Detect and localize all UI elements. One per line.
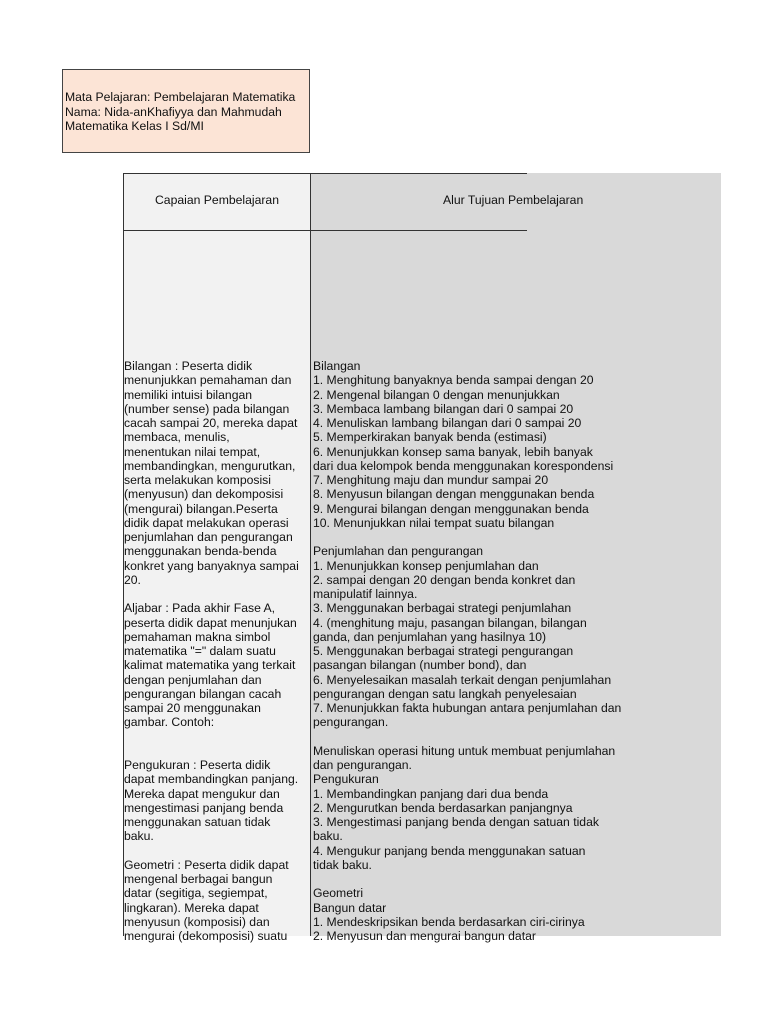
cp-text-line: didik dapat melakukan operasi xyxy=(124,515,289,530)
cp-text-line xyxy=(124,844,310,858)
cp-text-line: sampai 20 menggunakan xyxy=(124,701,261,715)
cp-text-line: matematika "=" dalam suatu xyxy=(124,644,276,658)
atp-text-line: dan pengurangan. xyxy=(313,758,412,772)
subject-line: Mata Pelajaran: Pembelajaran Matematika xyxy=(65,90,296,104)
atp-text-line: 4. Menuliskan lambang bilangan dari 0 sampai 20 xyxy=(313,416,582,430)
atp-text-line: Bilangan xyxy=(313,359,361,373)
atp-text-line: 1. Mendeskripsikan benda berdasarkan ciri-cirinya xyxy=(313,914,585,929)
table-top-border xyxy=(123,173,527,174)
cp-text-line: dapat membandingkan panjang. xyxy=(124,772,299,787)
cp-text-line: mengestimasi panjang benda xyxy=(124,800,284,815)
atp-text-line: baku. xyxy=(313,829,343,844)
atp-text-line: ganda, dan penjumlahan yang hasilnya 10) xyxy=(313,629,547,644)
atp-text-line: 5. Memperkirakan banyak benda (estimasi) xyxy=(313,430,547,445)
cp-text-line: (number sense) pada bilangan xyxy=(124,401,290,416)
learning-table xyxy=(123,173,622,943)
cp-text-line: Pengukuran : Peserta didik xyxy=(124,758,271,772)
atp-text-line: dari dua kelompok benda menggunakan korespondensi xyxy=(313,458,614,473)
alur-tujuan-pembelajaran-cell xyxy=(313,359,622,943)
cp-text-line: dengan penjumlahan dan xyxy=(124,672,262,687)
atp-text-line: Penjumlahan dan pengurangan xyxy=(313,544,484,559)
atp-text-line: 3. Menggunakan berbagai strategi penjumlahan xyxy=(313,601,572,616)
class-line: Matematika Kelas I Sd/MI xyxy=(65,119,204,134)
cp-text-line: memiliki intuisi bilangan xyxy=(124,387,253,402)
cp-text-line: membaca, menulis, xyxy=(124,430,230,445)
cp-text-line: menentukan nilai tempat, xyxy=(124,444,261,459)
cp-text-line: Geometri : Peserta didik dapat xyxy=(124,857,289,872)
cp-text-line xyxy=(124,730,310,744)
atp-text-line xyxy=(313,872,527,886)
atp-text-line: 3. Membaca lambang bilangan dari 0 sampai 20 xyxy=(313,401,574,416)
atp-text-line: 9. Mengurai bilangan dengan menggunakan benda xyxy=(313,501,589,516)
cp-text-line: cacah sampai 20, mereka dapat xyxy=(124,416,298,430)
atp-text-line: 7. Menghitung maju dan mundur sampai 20 xyxy=(313,473,549,487)
cp-text-line: menggunakan satuan tidak xyxy=(124,815,271,829)
cp-text-line xyxy=(124,744,310,758)
cp-text-line: Mereka dapat mengukur dan xyxy=(124,786,280,801)
cp-text-line: serta melakukan komposisi xyxy=(124,473,271,487)
cp-text-line: pengurangan bilangan cacah xyxy=(124,686,282,701)
cp-text-line: baku. xyxy=(124,829,154,844)
cp-text-line: (mengurai) bilangan.Peserta xyxy=(124,501,278,516)
atp-text-line: Bangun datar xyxy=(313,900,387,915)
atp-text-line: 3. Mengestimasi panjang benda dengan satuan tidak xyxy=(313,815,599,829)
atp-text-line: Geometri xyxy=(313,886,364,901)
atp-text-line: 1. Menghitung banyaknya benda sampai dengan 20 xyxy=(313,373,594,388)
header-capaian-pembelajaran: Capaian Pembelajaran xyxy=(155,193,279,207)
header-alur-tujuan-pembelajaran: Alur Tujuan Pembelajaran xyxy=(443,193,584,207)
cp-text-line: datar (segitiga, segiempat, xyxy=(124,886,268,901)
atp-text-line: 6. Menunjukkan konsep sama banyak, lebih banyak xyxy=(313,444,593,459)
atp-text-line: pengurangan. xyxy=(313,715,389,730)
atp-text-line: 4. (menghitung maju, pasangan bilangan, bilangan xyxy=(313,615,587,630)
cp-text-line: lingkaran). Mereka dapat xyxy=(124,900,259,915)
cp-text-line: (menyusun) dan dekomposisi xyxy=(124,487,284,502)
atp-text-line: 4. Mengukur panjang benda menggunakan satuan xyxy=(313,843,586,858)
atp-text-line: 1. Menunjukkan konsep penjumlahan dan xyxy=(313,558,539,573)
cp-text-line: pemahaman makna simbol xyxy=(124,629,271,644)
atp-text-line: 8. Menyusun bilangan dengan menggunakan benda xyxy=(313,487,595,502)
atp-text-line: 2. sampai dengan 20 dengan benda konkret dan xyxy=(313,572,576,587)
cp-text-line: mengenal berbagai bangun xyxy=(124,872,273,886)
atp-text-line: pasangan bilangan (number bond), dan xyxy=(313,658,527,673)
atp-text-line: 10. Menunjukkan nilai tempat suatu bilangan xyxy=(313,515,555,530)
header-bottom-border xyxy=(123,230,527,231)
cp-text-line: konkret yang banyaknya sampai xyxy=(124,558,299,573)
atp-text-line: manipulatif lainnya. xyxy=(313,587,418,601)
cp-text-line: menunjukkan pemahaman dan xyxy=(124,373,292,388)
atp-text-line: 7. Menunjukkan fakta hubungan antara penjumlahan dan xyxy=(313,701,622,715)
atp-text-line: 2. Mengenal bilangan 0 dengan menunjukkan xyxy=(313,387,560,402)
cp-text-line: Bilangan : Peserta didik xyxy=(124,359,253,373)
atp-text-line: 1. Membandingkan panjang dari dua benda xyxy=(313,786,549,801)
atp-text-line: tidak baku. xyxy=(313,857,372,872)
cp-text-line: kalimat matematika yang terkait xyxy=(124,658,296,673)
atp-text-line: 2. Mengurutkan benda berdasarkan panjangnya xyxy=(313,800,573,815)
atp-text-line: 5. Menggunakan berbagai strategi pengurangan xyxy=(313,644,574,658)
atp-text-line xyxy=(313,730,527,744)
cp-text-line: membandingkan, mengurutkan, xyxy=(124,458,296,473)
cp-text-line: peserta didik dapat menunjukan xyxy=(124,615,297,630)
cp-text-line: 20. xyxy=(124,572,141,587)
subject-info-box xyxy=(62,69,310,153)
cp-text-line: penjumlahan dan pengurangan xyxy=(124,530,293,544)
cp-text-line: gambar. Contoh: xyxy=(124,715,215,730)
cp-text-line: menggunakan benda-benda xyxy=(124,544,277,559)
atp-text-line: Menuliskan operasi hitung untuk membuat penjumlahan xyxy=(313,743,616,758)
atp-text-line: Pengukuran xyxy=(313,772,379,787)
atp-text-line: 6. Menyelesaikan masalah terkait dengan penjumlahan xyxy=(313,672,612,687)
cp-text-line: Aljabar : Pada akhir Fase A, xyxy=(124,601,276,616)
atp-text-line: pengurangan dengan satu langkah penyelesaian xyxy=(313,686,577,701)
cp-text-line: mengurai (dekomposisi) suatu xyxy=(124,929,288,943)
author-line: Nama: Nida-anKhafiyya dan Mahmudah xyxy=(65,104,282,119)
atp-text-line: 2. Menyusun dan mengurai bangun datar xyxy=(313,929,536,943)
atp-text-line xyxy=(313,530,527,544)
column-divider xyxy=(310,173,311,936)
capaian-pembelajaran-cell xyxy=(124,359,310,943)
cp-text-line: menyusun (komposisi) dan xyxy=(124,914,270,929)
cp-text-line xyxy=(124,587,310,601)
